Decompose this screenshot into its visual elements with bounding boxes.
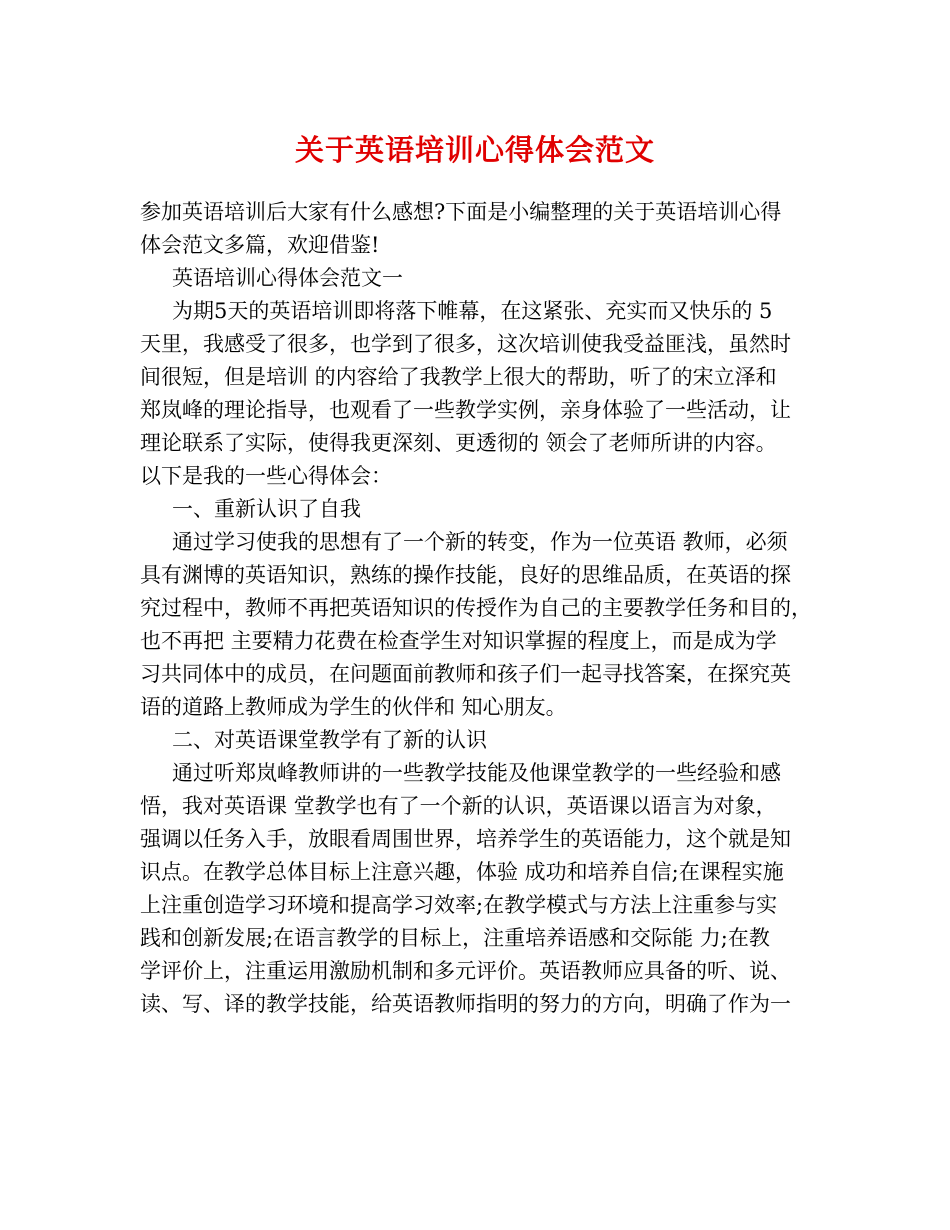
text-line: 语的道路上教师成为学生的伙伴和 知心朋友。 <box>140 695 567 719</box>
text-line: 究过程中，教师不再把英语知识的传授作为自己的主要教学任务和目的， <box>140 596 812 620</box>
text-line: 践和创新发展;在语言教学的目标上，注重培养语感和交际能 力;在教 <box>140 926 770 950</box>
text-line: 间很短，但是培训 的内容给了我教学上很大的帮助，听了的宋立泽和 <box>140 365 777 389</box>
text-line: 英语培训心得体会范文一 <box>172 266 403 290</box>
document-body <box>140 196 820 1021</box>
text-line: 通过学习使我的思想有了一个新的转变，作为一位英语 教师，必须 <box>172 530 788 554</box>
text-line: 习共同体中的成员，在问题面前教师和孩子们一起寻找答案，在探究英 <box>140 662 791 686</box>
text-line: 强调以任务入手，放眼看周围世界，培养学生的英语能力，这个就是知 <box>140 827 791 851</box>
text-line: 体会范文多篇，欢迎借鉴! <box>140 233 380 257</box>
text-line: 参加英语培训后大家有什么感想?下面是小编整理的关于英语培训心得 <box>140 200 782 224</box>
text-line: 悟，我对英语课 堂教学也有了一个新的认识，英语课以语言为对象， <box>140 794 777 818</box>
text-line: 理论联系了实际，使得我更深刻、更透彻的 领会了老师所讲的内容。 <box>140 431 777 455</box>
text-line: 为期5天的英语培训即将落下帷幕，在这紧张、充实而又快乐的 5 <box>172 299 773 323</box>
text-line: 二、对英语课堂教学有了新的认识 <box>172 728 487 752</box>
text-line: 识点。在教学总体目标上注意兴趣，体验 成功和培养自信;在课程实施 <box>140 860 784 884</box>
text-line: 具有渊博的英语知识，熟练的操作技能，良好的思维品质，在英语的探 <box>140 563 791 587</box>
text-line: 上注重创造学习环境和提高学习效率;在教学模式与方法上注重参与实 <box>140 893 778 917</box>
document-title: 关于英语培训心得体会范文 <box>294 133 655 167</box>
text-line: 学评价上，注重运用激励机制和多元评价。英语教师应具备的听、说、 <box>140 959 791 983</box>
text-line: 郑岚峰的理论指导，也观看了一些教学实例，亲身体验了一些活动，让 <box>140 398 791 422</box>
text-line: 一、重新认识了自我 <box>172 497 361 521</box>
text-line: 读、写、译的教学技能，给英语教师指明的努力的方向，明确了作为一 <box>140 992 791 1016</box>
text-line: 也不再把 主要精力花费在检查学生对知识掌握的程度上，而是成为学 <box>140 629 777 653</box>
text-line: 天里，我感受了很多，也学到了很多，这次培训使我受益匪浅，虽然时 <box>140 332 791 356</box>
text-line: 以下是我的一些心得体会： <box>140 464 392 488</box>
text-line: 通过听郑岚峰教师讲的一些教学技能及他课堂教学的一些经验和感 <box>172 761 781 785</box>
